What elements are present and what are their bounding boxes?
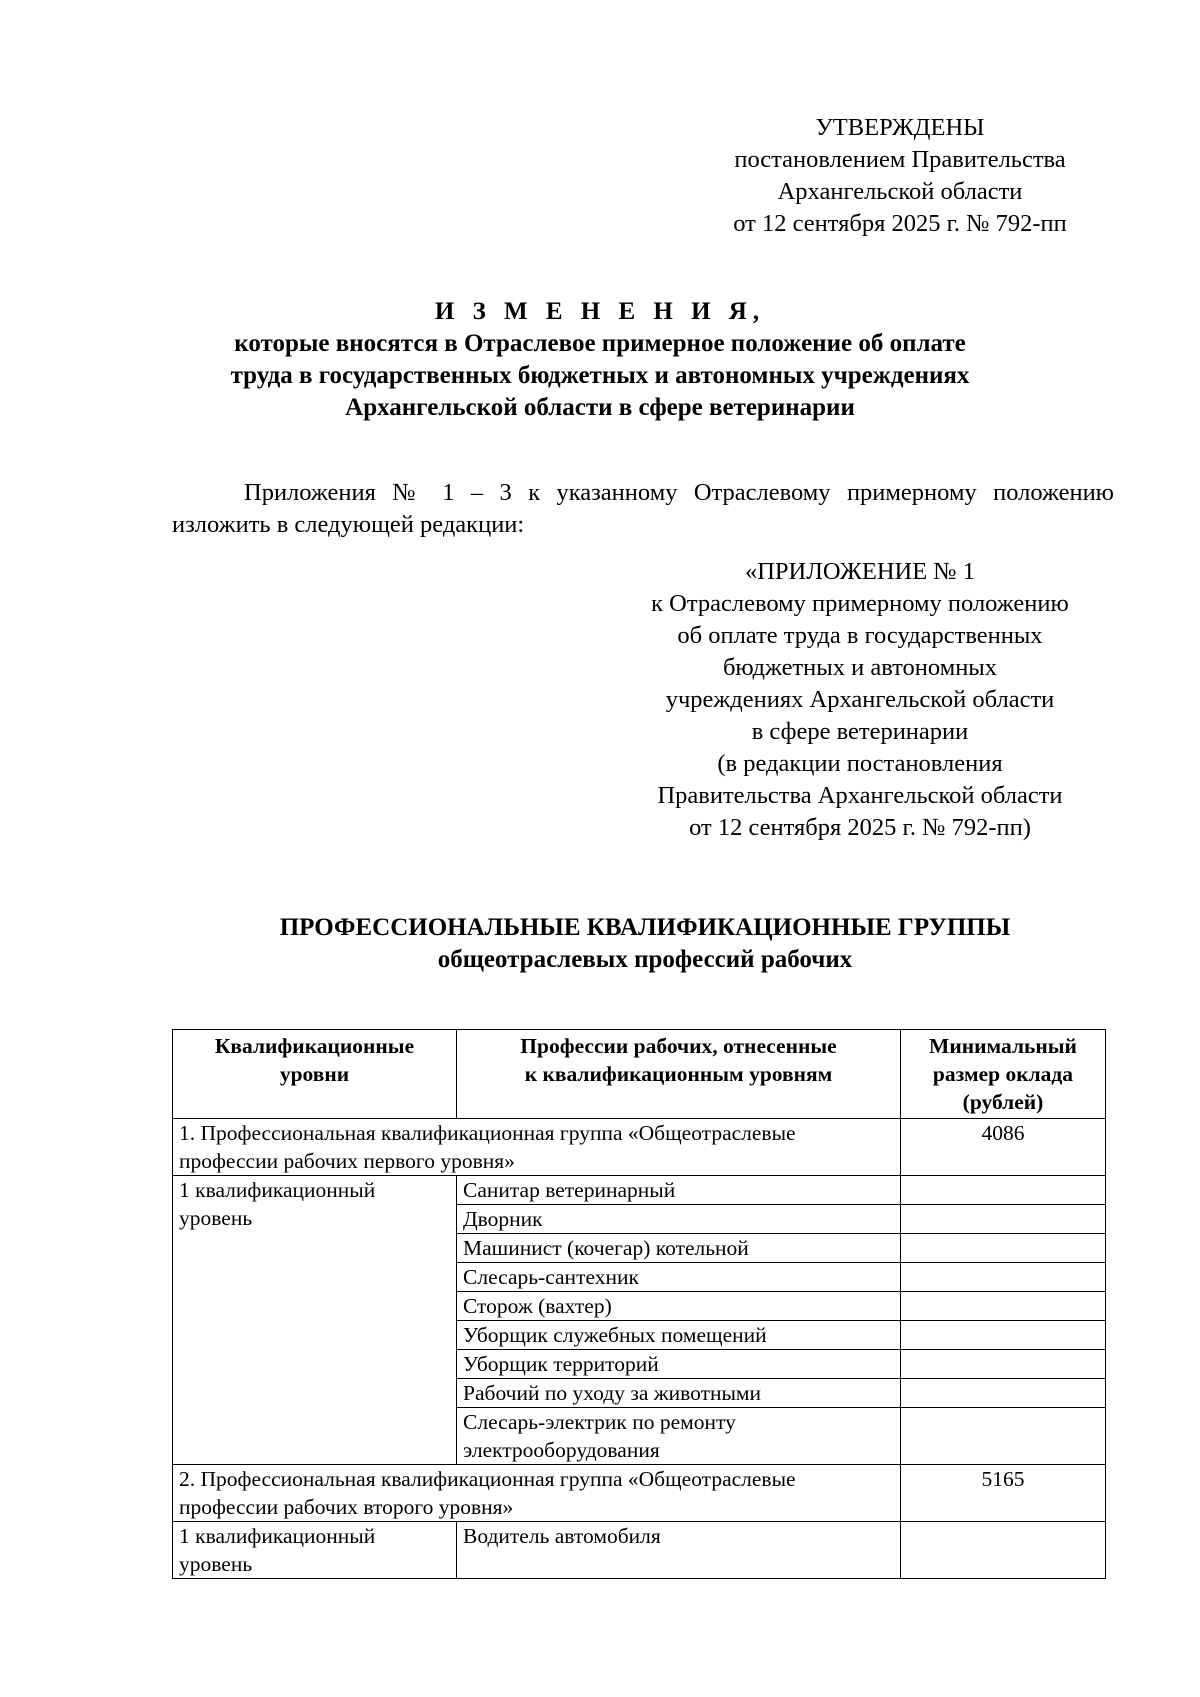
salary-cell — [901, 1176, 1106, 1205]
appendix-line: бюджетных и автономных — [722, 654, 998, 681]
salary-cell — [901, 1379, 1106, 1408]
qualification-table — [172, 1029, 1106, 1579]
changes-subtitle-line: которые вносятся в Отраслевое примерное положение об оплате — [234, 330, 966, 357]
appendix-line: к Отраслевому примерному положению — [651, 590, 1069, 617]
salary-cell — [901, 1350, 1106, 1379]
group-title-row — [173, 1465, 1106, 1522]
profession-cell: Слесарь-электрик по ремонту электрооборудования — [457, 1408, 901, 1465]
table-row — [173, 1522, 1106, 1579]
group-title: 2. Профессиональная квалификационная группа «Общеотраслевые профессии рабочих второго уровня» — [173, 1465, 901, 1522]
profession-cell: Уборщик служебных помещений — [457, 1321, 901, 1350]
profession-cell: Дворник — [457, 1205, 901, 1234]
salary-cell — [901, 1205, 1106, 1234]
approval-line: от 12 сентября 2025 г. № 792-пп — [733, 210, 1067, 237]
salary-cell — [901, 1321, 1106, 1350]
group-title: 1. Профессиональная квалификационная группа «Общеотраслевые профессии рабочих первого уровня» — [173, 1119, 901, 1176]
approval-line: Архангельской области — [777, 178, 1023, 205]
approval-line: постановлением Правительства — [734, 146, 1066, 173]
profession-cell: Рабочий по уходу за животными — [457, 1379, 901, 1408]
salary-cell — [901, 1263, 1106, 1292]
group-salary: 4086 — [901, 1119, 1106, 1176]
salary-cell — [901, 1234, 1106, 1263]
groups-title — [0, 912, 1200, 976]
salary-cell — [901, 1292, 1106, 1321]
appendix-line: Правительства Архангельской области — [657, 782, 1063, 809]
intro-paragraph: Приложения № 1 – 3 к указанному Отраслевому примерному положению изложить в следующей редакции: — [172, 479, 1114, 538]
level-cell: 1 квалификационный уровень — [173, 1176, 457, 1465]
approval-block — [690, 112, 1110, 240]
salary-cell — [901, 1408, 1106, 1465]
header-professions: Профессии рабочих, отнесенные к квалификационным уровням — [457, 1030, 901, 1119]
profession-cell: Сторож (вахтер) — [457, 1292, 901, 1321]
group-title-row — [173, 1119, 1106, 1176]
profession-cell: Уборщик территорий — [457, 1350, 901, 1379]
changes-subtitle-line: труда в государственных бюджетных и автономных учреждениях — [230, 362, 970, 389]
header-levels: Квалификационные уровни — [173, 1030, 457, 1119]
appendix-line: учреждениях Архангельской области — [665, 686, 1055, 713]
groups-title-line: ПРОФЕССИОНАЛЬНЫЕ КВАЛИФИКАЦИОННЫЕ ГРУППЫ — [279, 914, 1011, 941]
level-cell: 1 квалификационный уровень — [173, 1522, 457, 1579]
appendix-line: «ПРИЛОЖЕНИЕ № 1 — [744, 558, 976, 585]
table-row — [173, 1176, 1106, 1205]
table-header-row — [173, 1030, 1106, 1119]
appendix-line: об оплате труда в государственных — [677, 622, 1043, 649]
group-salary: 5165 — [901, 1465, 1106, 1522]
changes-subtitle-line: Архангельской области в сфере ветеринарии — [345, 394, 855, 421]
appendix-line: от 12 сентября 2025 г. № 792-пп) — [689, 814, 1031, 841]
appendix-line: в сфере ветеринарии — [751, 718, 969, 745]
approval-line: УТВЕРЖДЕНЫ — [815, 114, 985, 141]
salary-cell — [901, 1522, 1106, 1579]
changes-title — [0, 296, 1200, 424]
appendix-header — [610, 556, 1110, 844]
header-salary: Минимальный размер оклада (рублей) — [901, 1030, 1106, 1119]
appendix-line: (в редакции постановления — [717, 750, 1003, 777]
profession-cell: Санитар ветеринарный — [457, 1176, 901, 1205]
profession-cell: Машинист (кочегар) котельной — [457, 1234, 901, 1263]
profession-cell: Водитель автомобиля — [457, 1522, 901, 1579]
profession-cell: Слесарь-сантехник — [457, 1263, 901, 1292]
groups-subtitle-line: общеотраслевых профессий рабочих — [437, 946, 853, 973]
changes-heading: И З М Е Н Е Н И Я, — [434, 298, 766, 325]
